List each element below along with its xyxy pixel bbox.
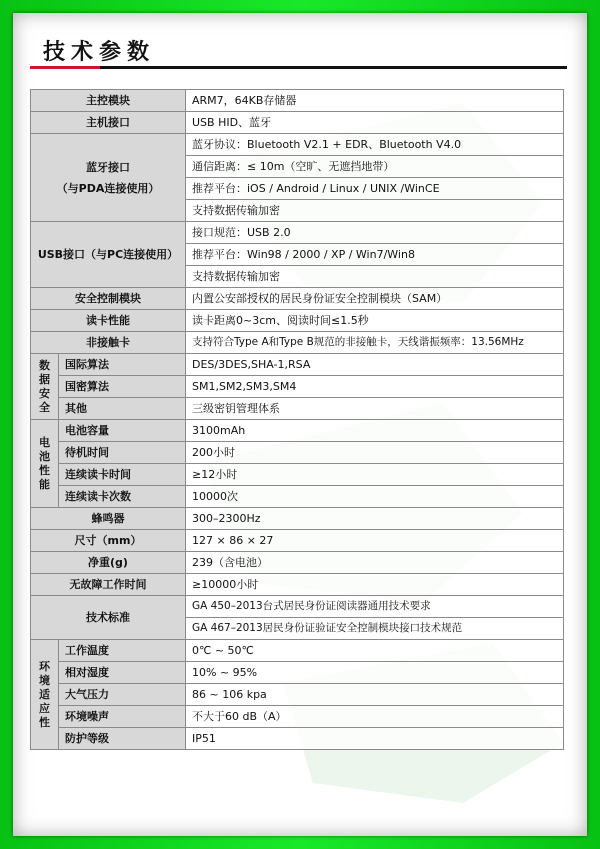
row-value: 接口规范：USB 2.0 bbox=[186, 222, 564, 244]
table-row bbox=[31, 662, 564, 684]
standards-label: 技术标准 bbox=[31, 596, 186, 640]
row-label: 蜂鸣器 bbox=[31, 508, 186, 530]
row-label: 国密算法 bbox=[59, 376, 186, 398]
table-row bbox=[31, 332, 564, 354]
table-row bbox=[31, 134, 564, 156]
environment-group-label: 环境适应性 bbox=[31, 640, 59, 750]
row-label: 连续读卡时间 bbox=[59, 464, 186, 486]
row-value: DES/3DES,SHA-1,RSA bbox=[186, 354, 564, 376]
spec-sheet bbox=[13, 13, 587, 836]
row-label: 无故障工作时间 bbox=[31, 574, 186, 596]
table-row bbox=[31, 684, 564, 706]
row-value: SM1,SM2,SM3,SM4 bbox=[186, 376, 564, 398]
row-value: 86 ~ 106 kpa bbox=[186, 684, 564, 706]
table-row bbox=[31, 354, 564, 376]
row-label: 非接触卡 bbox=[31, 332, 186, 354]
usb-label: USB接口（与PC连接使用） bbox=[31, 222, 186, 288]
row-value: GA 450–2013台式居民身份证阅读器通用技术要求 bbox=[186, 596, 564, 618]
row-label: 待机时间 bbox=[59, 442, 186, 464]
row-value: 300–2300Hz bbox=[186, 508, 564, 530]
row-label: 电池容量 bbox=[59, 420, 186, 442]
row-value: 三级密钥管理体系 bbox=[186, 398, 564, 420]
row-value: 蓝牙协议：Bluetooth V2.1 + EDR、Bluetooth V4.0 bbox=[186, 134, 564, 156]
row-value: 3100mAh bbox=[186, 420, 564, 442]
row-value: USB HID、蓝牙 bbox=[186, 112, 564, 134]
bluetooth-label-line1: 蓝牙接口 bbox=[86, 160, 130, 174]
row-value: 10000次 bbox=[186, 486, 564, 508]
row-value: 推荐平台：iOS / Android / Linux / UNIX /WinCE bbox=[186, 178, 564, 200]
row-label: 尺寸（mm） bbox=[31, 530, 186, 552]
row-label: 防护等级 bbox=[59, 728, 186, 750]
table-row bbox=[31, 90, 564, 112]
table-row bbox=[31, 288, 564, 310]
data-security-group-label: 数据安全 bbox=[31, 354, 59, 420]
table-row bbox=[31, 222, 564, 244]
row-label: 大气压力 bbox=[59, 684, 186, 706]
row-value: 读卡距离0~3cm、阅读时间≤1.5秒 bbox=[186, 310, 564, 332]
table-row bbox=[31, 310, 564, 332]
row-value: ≥10000小时 bbox=[186, 574, 564, 596]
table-row bbox=[31, 398, 564, 420]
row-value: 239（含电池） bbox=[186, 552, 564, 574]
row-value: 不大于60 dB（A） bbox=[186, 706, 564, 728]
row-value: 10% ~ 95% bbox=[186, 662, 564, 684]
row-value: 0℃ ~ 50℃ bbox=[186, 640, 564, 662]
row-value: 支持数据传输加密 bbox=[186, 266, 564, 288]
row-label: 相对湿度 bbox=[59, 662, 186, 684]
row-value: GA 467–2013居民身份证验证安全控制模块接口技术规范 bbox=[186, 618, 564, 640]
row-value: IP51 bbox=[186, 728, 564, 750]
table-row bbox=[31, 420, 564, 442]
row-value: ARM7，64KB存储器 bbox=[186, 90, 564, 112]
table-row bbox=[31, 486, 564, 508]
table-row bbox=[31, 596, 564, 618]
row-value: 推荐平台：Win98 / 2000 / XP / Win7/Win8 bbox=[186, 244, 564, 266]
table-row bbox=[31, 706, 564, 728]
title-underline-red bbox=[30, 66, 100, 69]
title-underline-black bbox=[100, 66, 567, 69]
row-label: 安全控制模块 bbox=[31, 288, 186, 310]
table-row bbox=[31, 442, 564, 464]
table-row bbox=[31, 574, 564, 596]
page-title: 技术参数 bbox=[43, 39, 156, 65]
table-row bbox=[31, 112, 564, 134]
row-value: ≥12小时 bbox=[186, 464, 564, 486]
table-row bbox=[31, 640, 564, 662]
row-label: 其他 bbox=[59, 398, 186, 420]
row-value: 内置公安部授权的居民身份证安全控制模块（SAM） bbox=[186, 288, 564, 310]
table-row bbox=[31, 376, 564, 398]
table-row bbox=[31, 464, 564, 486]
row-label: 国际算法 bbox=[59, 354, 186, 376]
row-label: 连续读卡次数 bbox=[59, 486, 186, 508]
row-value: 200小时 bbox=[186, 442, 564, 464]
table-row bbox=[31, 552, 564, 574]
bluetooth-label-line2: （与PDA连接使用） bbox=[56, 181, 160, 195]
table-row bbox=[31, 728, 564, 750]
row-label: 工作温度 bbox=[59, 640, 186, 662]
spec-table bbox=[30, 89, 564, 750]
table-row bbox=[31, 530, 564, 552]
battery-group-label: 电池性能 bbox=[31, 420, 59, 508]
row-value: 支持数据传输加密 bbox=[186, 200, 564, 222]
table-row bbox=[31, 508, 564, 530]
row-label: 净重(g) bbox=[31, 552, 186, 574]
row-label: 主机接口 bbox=[31, 112, 186, 134]
row-value: 127 × 86 × 27 bbox=[186, 530, 564, 552]
row-label: 读卡性能 bbox=[31, 310, 186, 332]
row-label: 主控模块 bbox=[31, 90, 186, 112]
row-label: 环境噪声 bbox=[59, 706, 186, 728]
row-value: 通信距离：≤ 10m（空旷、无遮挡地带） bbox=[186, 156, 564, 178]
row-value: 支持符合Type A和Type B规范的非接触卡，天线谐振频率：13.56MHz bbox=[186, 332, 564, 354]
bluetooth-label bbox=[31, 134, 186, 222]
